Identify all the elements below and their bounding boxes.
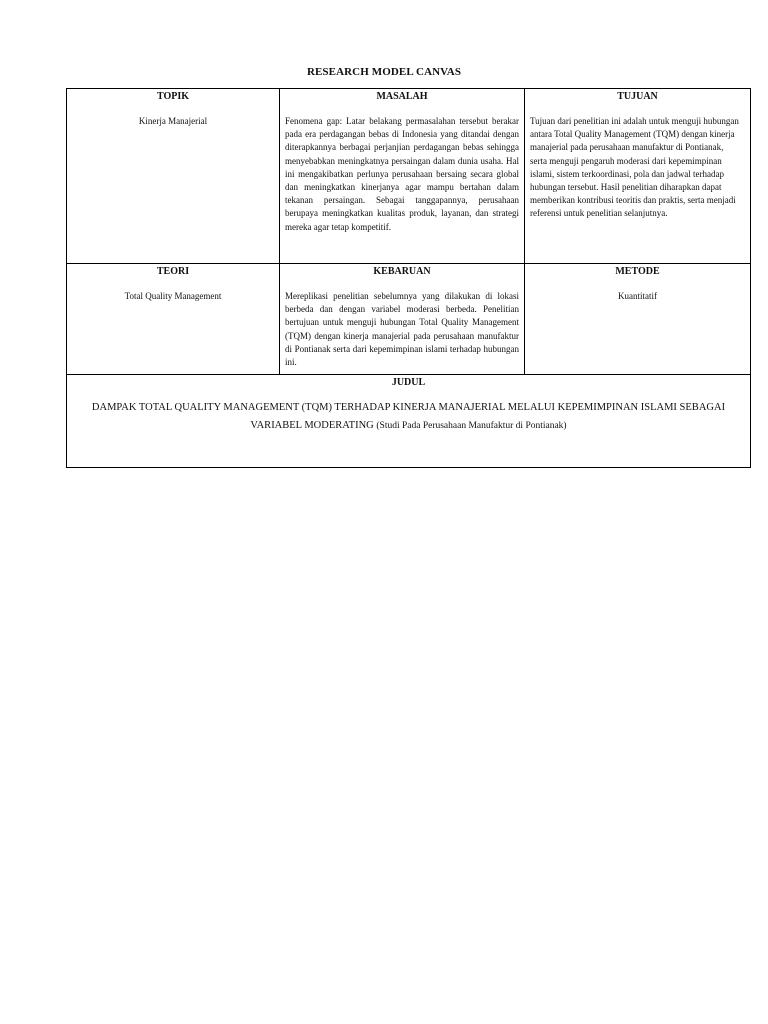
kebaruan-header: KEBARUAN bbox=[373, 266, 431, 277]
topik-header: TOPIK bbox=[156, 91, 190, 102]
canvas-row-3 bbox=[67, 375, 751, 468]
kebaruan-cell bbox=[280, 264, 525, 375]
canvas-row-1 bbox=[67, 89, 751, 264]
tujuan-cell bbox=[525, 89, 751, 264]
judul-subtitle: (Studi Pada Perusahaan Manufaktur di Pontianak) bbox=[376, 421, 567, 431]
canvas-row-2 bbox=[67, 264, 751, 375]
metode-header: METODE bbox=[615, 266, 660, 277]
topik-cell bbox=[67, 89, 280, 264]
masalah-cell bbox=[280, 89, 525, 264]
tujuan-value: Tujuan dari penelitian ini adalah untuk menguji hubungan antara Total Quality Management (TQM) dengan kinerja manajerial pada perusahaan manufaktur di Pontianak, serta menguji pengaruh moderasi dari kepemimpinan islami, sistem terkoordinasi, pola dan jadwal terhadap hubungan tersebut. Hasil penelitian diharapkan dapat memberikan kontribusi teoritis dan praktis, serta menjadi referensi untuk penelitian selanjutnya. bbox=[530, 116, 739, 219]
judul-value bbox=[73, 399, 744, 435]
judul-header: JUDUL bbox=[391, 377, 426, 388]
masalah-value: Fenomena gap: Latar belakang permasalahan tersebut berakar pada era perdagangan bebas di Indonesia yang ditandai dengan diterapkannya berbagai perjanjian perdagangan bebas sehingga menyebabkan meningkatnya persaingan dalam dunia usaha. Hal ini mengakibatkan perlunya perusahaan bersaing secara global dan meningkatkan kinerjanya agar mampu bertahan dalam tekanan persaingan. Sebagai tanggapannya, perusahaan berupaya meningkatkan kualitas produk, layanan, dan strategi mereka agar tetap kompetitif. bbox=[285, 116, 519, 232]
topik-value: Kinerja Manajerial bbox=[138, 116, 208, 126]
teori-value: Total Quality Management bbox=[124, 291, 222, 301]
teori-cell bbox=[67, 264, 280, 375]
metode-value: Kuantitatif bbox=[618, 291, 657, 301]
page-title: RESEARCH MODEL CANVAS bbox=[306, 66, 462, 78]
research-canvas-table bbox=[66, 88, 751, 468]
tujuan-header: TUJUAN bbox=[617, 91, 658, 102]
judul-cell bbox=[67, 375, 751, 468]
judul-main: DAMPAK TOTAL QUALITY MANAGEMENT (TQM) TERHADAP KINERJA MANAJERIAL MELALUI KEPEMIMPINAN ISLAMI SEBAGAI VARIABEL MODERATING bbox=[91, 402, 726, 431]
metode-cell bbox=[525, 264, 751, 375]
kebaruan-value: Mereplikasi penelitian sebelumnya yang dilakukan di lokasi berbeda dan dengan variabel moderasi berbeda. Penelitian bertujuan untuk menguji hubungan Total Quality Management (TQM) dengan kinerja manajerial pada perusahaan manufaktur di Pontianak serta dari kepemimpinan islami terhadap hubungan ini. bbox=[285, 291, 519, 368]
teori-header: TEORI bbox=[156, 266, 190, 277]
masalah-header: MASALAH bbox=[376, 91, 428, 102]
